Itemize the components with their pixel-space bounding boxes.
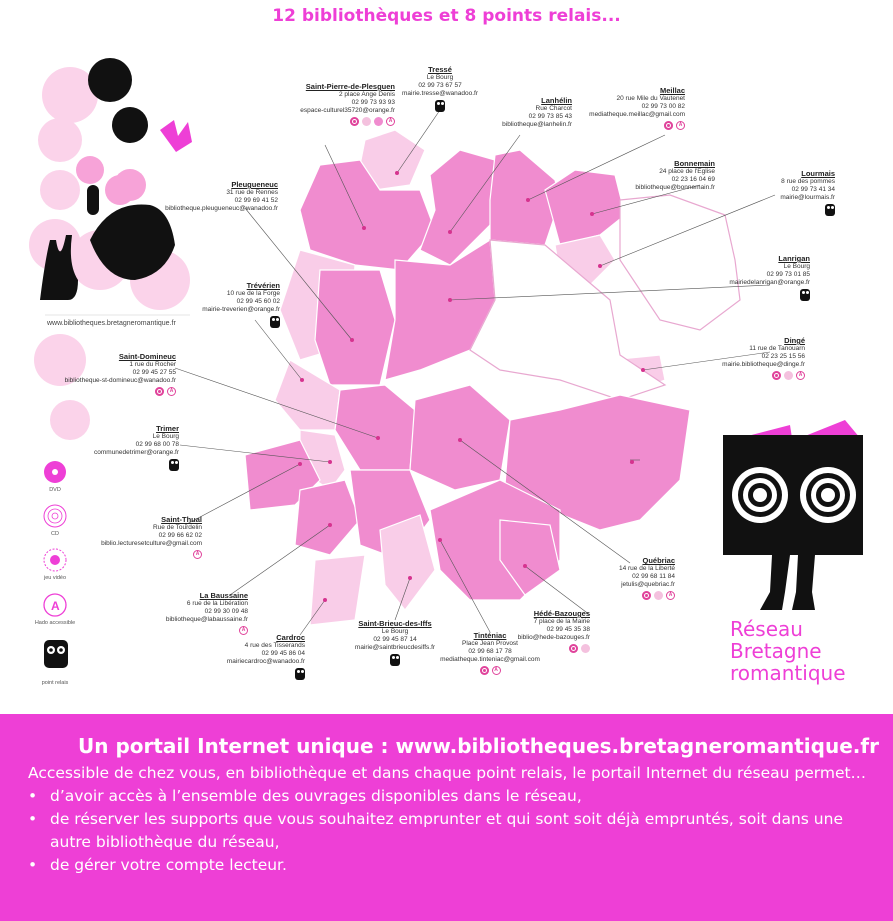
library-name: Dingé (784, 336, 805, 345)
library-email[interactable]: mairie.tresse@wanadoo.fr (402, 90, 478, 97)
dvd-icon (350, 117, 359, 126)
library-detail: 02 23 25 15 56 (761, 353, 805, 360)
relay-point-icon (270, 316, 280, 328)
library-label (98, 181, 278, 213)
library-name: Lanrigan (778, 254, 810, 263)
library-detail: 7 place de la Mairie (533, 618, 590, 625)
library-name: Trévérien (246, 281, 280, 290)
relay-point-icon (169, 459, 179, 471)
commune-saint-thual (295, 480, 360, 555)
library-services (125, 668, 305, 680)
library-email[interactable]: communedetrimer@orange.fr (94, 449, 179, 456)
dvd-icon (155, 387, 164, 396)
library-detail: 20 rue Mile du Vautenet (616, 95, 685, 102)
footer-heading[interactable]: Un portail Internet unique : www.bibliotheques.bretagneromantique.fr (78, 734, 879, 758)
library-email[interactable]: mediatheque.meillac@gmail.com (589, 111, 685, 118)
relay-point-icon (390, 654, 400, 666)
legend-accessible-label: Hado accessible (34, 620, 76, 626)
library-label (68, 592, 248, 635)
library-detail: 02 99 68 00 78 (135, 441, 179, 448)
library-detail: Rue de Tourdelin (152, 524, 202, 531)
commune-tinteniac (410, 385, 510, 490)
library-name: Lourmais (801, 169, 835, 178)
dvd-icon (480, 666, 489, 675)
library-email[interactable]: biblio@hede-bazouges.fr (517, 634, 590, 641)
cd-icon (362, 117, 371, 126)
legend-games-label: jeu vidéo (43, 575, 67, 581)
network-title-line-3: romantique (730, 661, 846, 685)
library-email[interactable]: mairie@saintbrieucdesiffs.fr (354, 644, 436, 651)
library-services (22, 550, 202, 559)
library-services (655, 204, 835, 216)
library-label (0, 425, 179, 471)
library-detail: 02 99 68 17 78 (468, 648, 512, 655)
library-detail: 02 99 45 60 02 (236, 298, 280, 305)
library-detail: 02 99 45 87 14 (373, 636, 417, 643)
library-services (400, 666, 580, 675)
library-email[interactable]: mairie@lourmais.fr (780, 194, 835, 201)
library-email[interactable]: mairiedelanrigan@orange.fr (729, 279, 810, 286)
relay-point-icon (295, 668, 305, 680)
svg-text:A: A (51, 599, 60, 613)
footer-bullet: • de réserver les supports que vous souhaitez emprunter et qui sont soit déjà empruntés, soit dans une autre bibliothèque du réseau, (28, 808, 878, 854)
library-detail: Place Jean Provost (461, 640, 518, 647)
commune-saint-pierre-de-plesguen (300, 160, 435, 270)
dvd-icon (664, 121, 673, 130)
library-detail: 02 99 30 09 48 (204, 608, 248, 615)
accessible-icon: A (676, 121, 685, 130)
library-detail: 31 rue de Rennes (226, 189, 278, 196)
commune-pleugueneuc-main (315, 270, 395, 385)
network-title-line-2: Bretagne (730, 639, 822, 663)
accessible-icon: A (239, 626, 248, 635)
library-detail: 14 rue de la Liberté (618, 565, 675, 572)
library-email[interactable]: mediatheque.tinteniac@gmail.com (440, 656, 540, 663)
library-detail: 4 rue des Tisserands (244, 642, 305, 649)
library-detail: 24 place de l'Eglise (659, 168, 715, 175)
library-services (495, 591, 675, 600)
legend-cd-label: CD (51, 531, 59, 537)
library-email[interactable]: bibliotheque@labaussaine.fr (165, 616, 248, 623)
legend-relay-label: point relais (41, 680, 69, 686)
accessible-icon: A (796, 371, 805, 380)
library-name: Pleugueneuc (231, 180, 278, 189)
library-name: Meillac (659, 86, 685, 95)
dvd-icon (772, 371, 781, 380)
library-detail: 02 99 66 62 02 (158, 532, 202, 539)
library-detail: 02 99 45 86 04 (261, 650, 305, 657)
games-icon (374, 117, 383, 126)
library-detail: 6 rue de la Libération (186, 600, 248, 607)
library-label (100, 282, 280, 328)
library-detail: 02 99 68 11 84 (632, 573, 675, 580)
library-services (630, 289, 810, 301)
library-detail: 02 99 73 67 57 (418, 82, 462, 89)
network-mascot (723, 420, 863, 610)
library-label (400, 632, 580, 675)
library-name: Cardroc (276, 633, 305, 642)
library-services (505, 121, 685, 130)
commune-treverien (385, 240, 495, 380)
library-name: Saint-Domineuc (118, 352, 176, 361)
library-detail: 02 99 45 27 55 (132, 369, 176, 376)
cd-icon (784, 371, 793, 380)
accessible-icon: A (666, 591, 675, 600)
library-name: Lanhélin (541, 96, 572, 105)
library-name: Tressé (428, 65, 452, 74)
library-detail: 8 rue des pommes (781, 178, 835, 185)
library-services (100, 316, 280, 328)
library-detail: Le Bourg (426, 74, 454, 81)
commune-saint-brieuc-des-iffs (380, 515, 435, 610)
library-detail: 02 99 45 35 38 (546, 626, 590, 633)
library-label (505, 87, 685, 130)
library-detail: Rue Charcot (535, 105, 572, 112)
library-email[interactable]: bibliotheque@lanhelin.fr (502, 121, 572, 128)
footer-bullet: • d’avoir accès à l’ensemble des ouvrages disponibles dans le réseau, (28, 785, 878, 808)
library-services (0, 387, 176, 396)
library-email[interactable]: jetulis@quebriac.fr (621, 581, 675, 588)
library-services (0, 459, 179, 471)
accessible-icon: A (492, 666, 501, 675)
library-label (625, 337, 805, 380)
library-name: Saint-Brieuc-des-Iffs (358, 619, 432, 628)
relay-point-icon (825, 204, 835, 216)
library-detail: 02 99 73 01 85 (766, 271, 810, 278)
library-label (630, 255, 810, 301)
library-label (0, 353, 176, 396)
accessible-icon: A (193, 550, 202, 559)
site-url[interactable]: www.bibliotheques.bretagneromantique.fr (47, 320, 176, 327)
library-email[interactable]: bibliotheque.pleugueneuc@wanadoo.fr (165, 205, 278, 212)
commune-cardroc (310, 555, 365, 625)
library-email[interactable]: mairiecardroc@wanadoo.fr (226, 658, 305, 665)
library-detail: 02 99 73 85 43 (528, 113, 572, 120)
network-title-line-1: Réseau (730, 617, 803, 641)
library-name: Québriac (642, 556, 675, 565)
library-email[interactable]: mairie.bibliotheque@dinge.fr (722, 361, 805, 368)
library-detail: 2 place Ange Denis (338, 91, 395, 98)
library-detail: 1 rue du Rocher (129, 361, 176, 368)
library-name: Tinténiac (473, 631, 507, 640)
library-label (215, 83, 395, 126)
library-detail: 02 23 16 04 69 (671, 176, 715, 183)
footer-bullet-list (28, 785, 878, 877)
relay-point-icon (44, 640, 68, 668)
library-label (655, 170, 835, 216)
library-email[interactable]: espace-culturel35720@orange.fr (300, 107, 395, 114)
library-label (125, 634, 305, 680)
page-title: 12 bibliothèques et 8 points relais... (272, 6, 621, 26)
footer-text (28, 762, 878, 877)
library-email[interactable]: bibliotheque-st-domineuc@wanadoo.fr (64, 377, 176, 384)
library-name: Trimer (156, 424, 179, 433)
library-email[interactable]: mairie-treverien@orange.fr (202, 306, 280, 313)
library-email[interactable]: biblio.lecturesetculture@gmail.com (101, 540, 202, 547)
library-services (215, 117, 395, 126)
legend-dvd-label: DVD (49, 487, 61, 493)
library-detail: Le Bourg (783, 263, 810, 270)
footer-bullet: • de gérer votre compte lecteur. (28, 854, 878, 877)
dvd-icon (642, 591, 651, 600)
cd-icon (654, 591, 663, 600)
library-detail: Le Bourg (381, 628, 409, 635)
library-detail: 02 99 73 00 82 (641, 103, 685, 110)
library-detail: 10 rue de la Forge (226, 290, 280, 297)
library-name: La Baussaine (199, 591, 248, 600)
library-detail: 02 99 69 41 52 (234, 197, 278, 204)
accessible-icon: A (386, 117, 395, 126)
cd-icon (581, 644, 590, 653)
library-detail: 02 99 73 93 93 (351, 99, 395, 106)
footer-panel (0, 714, 893, 921)
library-label (495, 557, 675, 600)
library-services (625, 371, 805, 380)
library-name: Saint-Pierre-de-Plesguen (305, 82, 395, 91)
library-name: Bonnemain (674, 159, 715, 168)
library-name: Hédé-Bazouges (533, 609, 590, 618)
library-detail: 02 99 73 41 34 (791, 186, 835, 193)
library-name: Saint-Thual (161, 515, 202, 524)
library-label (22, 516, 202, 559)
relay-point-icon (800, 289, 810, 301)
footer-intro: Accessible de chez vous, en bibliothèque et dans chaque point relais, le portail Internet du réseau permet… (28, 764, 867, 782)
library-email[interactable]: bibliotheque@bonnemain.fr (635, 184, 715, 191)
network-title (730, 618, 870, 684)
library-detail: Le Bourg (152, 433, 179, 440)
accessible-icon: A (167, 387, 176, 396)
library-detail: 11 rue de Tanouarn (749, 345, 805, 352)
